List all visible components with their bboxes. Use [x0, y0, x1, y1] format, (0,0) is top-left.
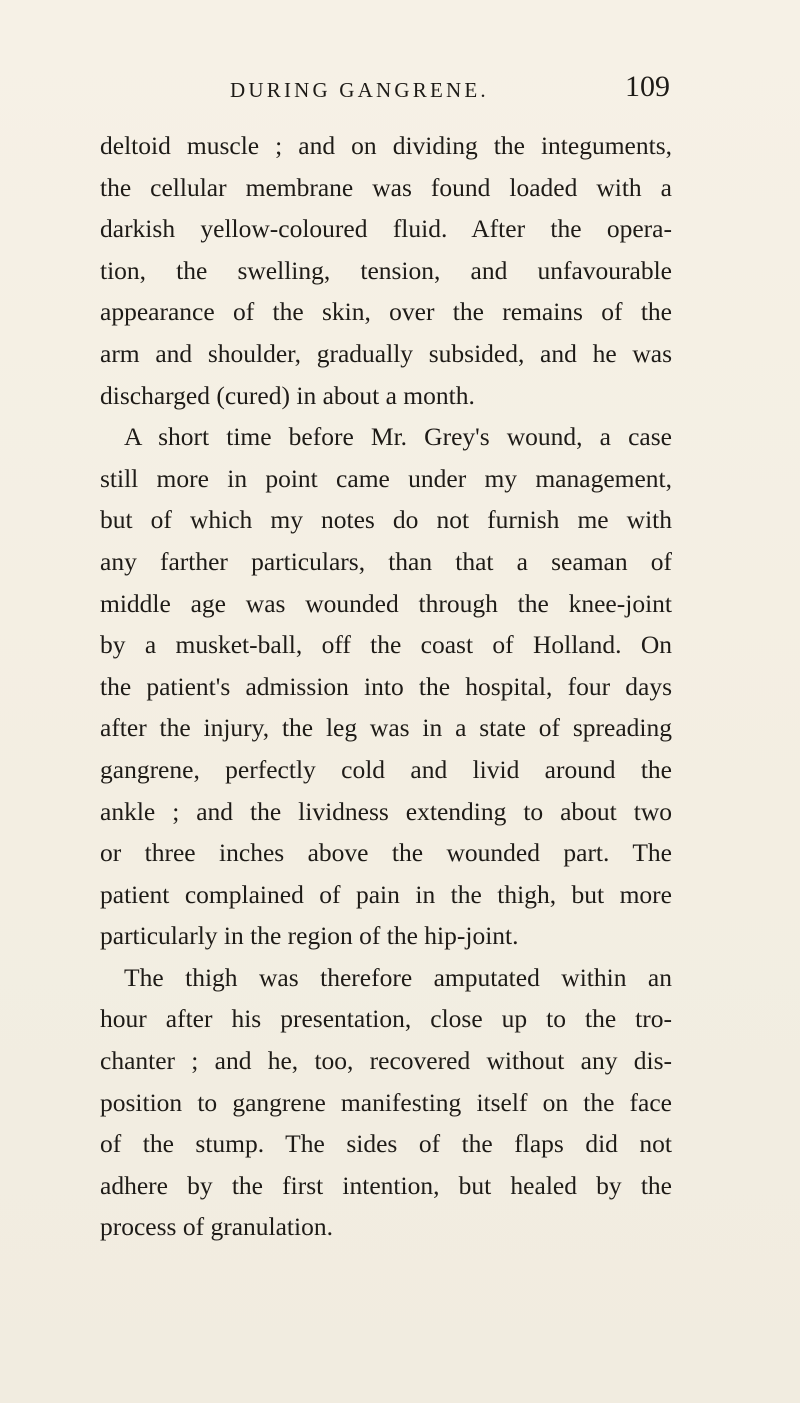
text-line: process of granulation. — [100, 1212, 333, 1242]
text-line: tion, the swelling, tension, and unfavourable — [100, 255, 672, 285]
text-line: darkish yellow-coloured fluid. After the opera- — [100, 214, 672, 244]
text-line: A short time before Mr. Grey's wound, a case — [124, 422, 672, 452]
text-line: the cellular membrane was found loaded with a — [100, 172, 672, 202]
text-line: of the stump. The sides of the flaps did not — [100, 1129, 672, 1159]
text-line: appearance of the skin, over the remains of the — [100, 297, 672, 327]
text-line: deltoid muscle ; and on dividing the integuments, — [100, 131, 672, 160]
text-line: chanter ; and he, too, recovered without any dis- — [100, 1046, 672, 1076]
text-line: any farther particulars, than that a seaman of — [100, 546, 672, 576]
running-header — [230, 70, 670, 112]
text-line: patient complained of pain in the thigh, but more — [100, 879, 672, 909]
text-line: hour after his presentation, close up to the tro- — [100, 1004, 672, 1034]
text-line: middle age was wounded through the knee-joint — [100, 588, 672, 618]
text-line: after the injury, the leg was in a state of spreading — [100, 713, 672, 743]
text-line: arm and shoulder, gradually subsided, and he was — [100, 338, 672, 368]
text-line: particularly in the region of the hip-joint. — [100, 921, 519, 951]
text-line: by a musket-ball, off the coast of Holland. On — [100, 630, 672, 660]
body-text — [100, 125, 672, 1248]
text-line: or three inches above the wounded part. The — [100, 838, 672, 868]
text-line: still more in point came under my management, — [100, 463, 672, 493]
text-line: but of which my notes do not furnish me with — [100, 505, 672, 535]
text-line: adhere by the first intention, but healed by the — [100, 1170, 672, 1200]
text-line: position to gangrene manifesting itself on the face — [100, 1087, 672, 1117]
text-line: the patient's admission into the hospital, four days — [100, 671, 672, 701]
text-line: ankle ; and the lividness extending to about two — [100, 796, 672, 826]
text-line: discharged (cured) in about a month. — [100, 380, 475, 410]
text-line: The thigh was therefore amputated within an — [124, 962, 672, 992]
page-number: 109 — [625, 70, 670, 103]
text-line: gangrene, perfectly cold and livid around the — [100, 754, 672, 784]
running-title: DURING GANGRENE. — [230, 78, 489, 102]
